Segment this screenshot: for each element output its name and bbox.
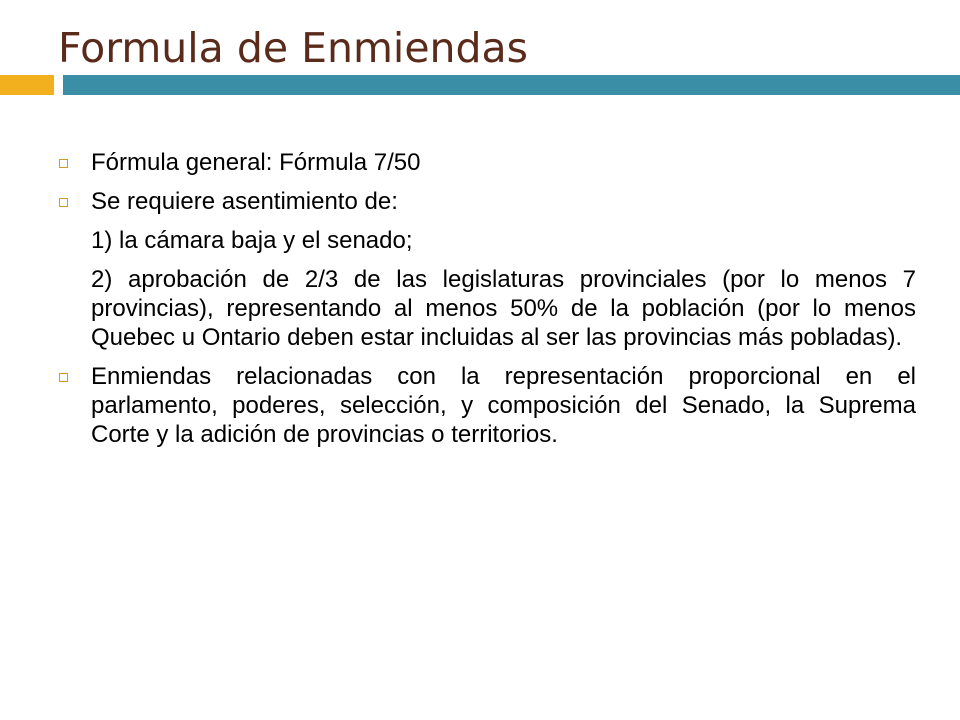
title-accent-bar-left	[0, 75, 54, 95]
hollow-square-bullet-icon	[59, 373, 68, 382]
list-item-asentimiento	[58, 187, 916, 216]
sub-item-text: 1) la cámara baja y el senado;	[91, 227, 413, 254]
hollow-square-bullet-icon	[59, 198, 68, 207]
list-item-enmiendas	[58, 362, 916, 449]
title-accent-bar-right	[63, 75, 960, 95]
list-item-text: Se requiere asentimiento de:	[91, 188, 398, 215]
hollow-square-bullet-icon	[59, 159, 68, 168]
sub-item-camara-senado	[58, 226, 916, 255]
list-item-formula-general	[58, 148, 916, 177]
list-item-text: Fórmula general: Fórmula 7/50	[91, 149, 421, 176]
slide-title: Formula de Enmiendas	[58, 24, 529, 72]
list-item-text: Enmiendas relacionadas con la representación proporcional en el parlamento, poderes, selección, y composición del Senado, la Suprema Corte y la adición de provincias o territorios.	[91, 363, 916, 448]
content-list	[58, 148, 916, 449]
sub-item-text: 2) aprobación de 2/3 de las legislaturas provinciales (por lo menos 7 provincias), representando al menos 50% de la población (por lo menos Quebec u Ontario deben estar incluidas al ser las provincias más pobladas).	[91, 266, 916, 351]
sub-item-legislaturas	[58, 265, 916, 352]
